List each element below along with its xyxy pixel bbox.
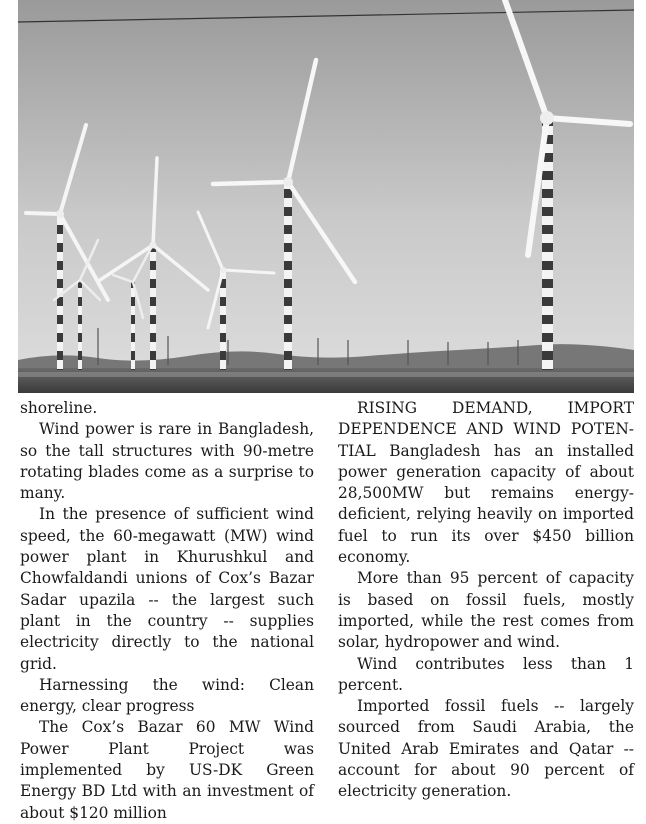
section-heading-line: DEPENDENCE AND WIND POTEN- — [338, 420, 634, 439]
paragraph: Imported fossil fuels -- largely sourced from Saudi Arabia, the United Arab Emirates and Qatar -- account for about 90 percent of electricity generation. — [338, 697, 634, 801]
paragraph: The Cox’s Bazar 60 MW Wind Power Plant Project was implemented by US-DK Green Energy BD Ltd with an investment of about $120 million — [20, 718, 314, 822]
left-column — [20, 398, 314, 824]
subheading-paragraph: Harnessing the wind: Clean energy, clear progress — [20, 675, 314, 716]
paragraph: Wind power is rare in Bangladesh, so the tall structures with 90-metre rotating blades come as a surprise to many. — [20, 420, 314, 503]
section-heading-line: RISING DEMAND, IMPORT — [357, 399, 634, 417]
paragraph: In the presence of sufficient wind speed, the 60-megawatt (MW) wind power plant in Khurushkul and Chowfaldandi unions of Cox’s Bazar Sadar upazila -- the largest such plant in the country -- supplies electricity directly to the national grid. — [20, 505, 314, 673]
wind-turbines-photo — [18, 0, 634, 393]
paragraph: shoreline. — [20, 399, 98, 417]
ground — [18, 368, 634, 393]
right-column — [338, 398, 634, 803]
paragraph: More than 95 percent of capacity is based on fossil fuels, mostly imported, while the rest comes from solar, hydropower and wind. — [338, 569, 634, 652]
paragraph: TIAL Bangladesh has an installed power generation capacity of about 28,500MW but remains energy-deficient, relying heavily on imported fuel to run its over $450 billion economy. — [338, 441, 634, 567]
paragraph: Wind contributes less than 1 percent. — [338, 654, 634, 694]
